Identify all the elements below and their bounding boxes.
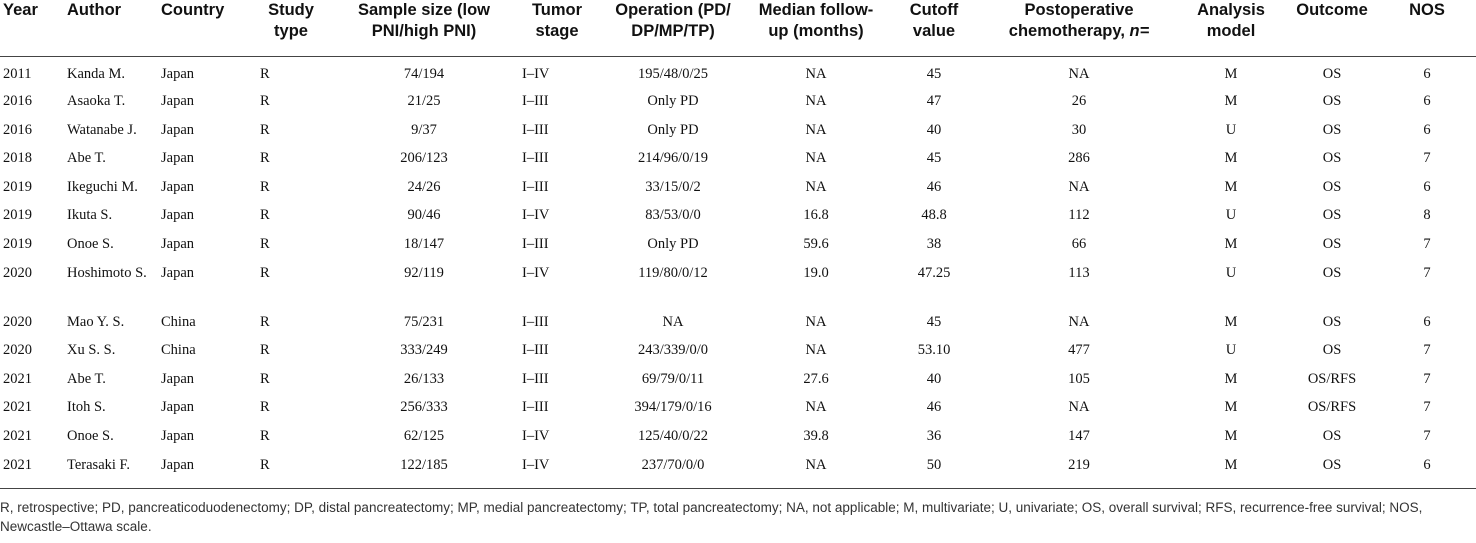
cell-tumor-stage: I–III xyxy=(522,313,549,330)
cell-outcome: OS xyxy=(1322,207,1342,224)
table-row xyxy=(0,118,1476,147)
cell-year: 2016 xyxy=(3,121,32,138)
cell-country: Japan xyxy=(161,427,195,444)
cell-sample-size: 122/185 xyxy=(400,456,448,473)
cell-outcome: OS xyxy=(1322,178,1342,195)
cell-outcome: OS xyxy=(1322,65,1342,82)
cell-year: 2019 xyxy=(3,207,32,224)
cell-analysis-model: M xyxy=(1224,150,1238,167)
cell-country: Japan xyxy=(161,178,195,195)
cell-country: Japan xyxy=(161,370,195,387)
cell-analysis-model: U xyxy=(1225,342,1237,359)
cell-tumor-stage: I–IV xyxy=(522,264,550,281)
cell-tumor-stage: I–III xyxy=(522,93,549,109)
cell-nos: 6 xyxy=(1423,65,1431,82)
cell-outcome: OS/RFS xyxy=(1307,399,1357,416)
cell-analysis-model: U xyxy=(1225,207,1237,224)
cell-author: Mao Y. S. xyxy=(67,313,125,330)
cell-country: Japan xyxy=(161,456,195,473)
cell-country: China xyxy=(161,342,196,359)
cell-nos: 7 xyxy=(1423,150,1431,167)
cell-study-type: R xyxy=(260,342,270,359)
cell-median-follow-up: NA xyxy=(805,178,827,195)
cell-postoperative-chemotherapy: NA xyxy=(1068,178,1090,195)
cell-postoperative-chemotherapy: 112 xyxy=(1068,207,1090,224)
cell-sample-size: 90/46 xyxy=(407,207,441,224)
cell-sample-size: 9/37 xyxy=(411,121,437,138)
cell-sample-size: 206/123 xyxy=(400,150,448,167)
cell-author: Ikuta S. xyxy=(67,207,113,224)
cell-tumor-stage: I–III xyxy=(522,399,549,416)
cell-outcome: OS xyxy=(1322,427,1342,444)
cell-sample-size: 24/26 xyxy=(407,178,441,195)
cell-author: Watanabe J. xyxy=(67,121,137,138)
cell-outcome: OS xyxy=(1322,150,1342,167)
header-year: Year xyxy=(3,1,38,19)
cell-analysis-model: M xyxy=(1224,399,1238,416)
cell-operation: 214/96/0/19 xyxy=(637,150,709,167)
table-row xyxy=(0,56,1476,89)
table-row xyxy=(0,175,1476,204)
table-footnote: R, retrospective; PD, pancreaticoduodenectomy; DP, distal pancreatectomy; MP, medial pancreatectomy; TP, total pancreatectomy; NA, not applicable; M, multivariate; U, univariate; OS, overall survival; RFS, recurrence-free survival; NOS, Newcastle–Ottawa scale. xyxy=(0,500,1423,534)
header-postoperative-chemotherapy xyxy=(982,0,1176,56)
cell-outcome: OS xyxy=(1322,93,1342,109)
cell-author: Asaoka T. xyxy=(67,93,126,109)
cell-tumor-stage: I–IV xyxy=(522,427,550,444)
cell-year: 2011 xyxy=(3,65,32,82)
cell-author: Ikeguchi M. xyxy=(67,178,138,195)
cell-study-type: R xyxy=(260,264,270,281)
cell-median-follow-up: NA xyxy=(805,65,827,82)
cell-outcome: OS xyxy=(1322,121,1342,138)
cell-outcome: OS xyxy=(1322,264,1342,281)
cell-author: Onoe S. xyxy=(67,235,114,252)
cell-analysis-model: M xyxy=(1224,456,1238,473)
cell-operation: 33/15/0/2 xyxy=(645,178,701,195)
cell-median-follow-up: 16.8 xyxy=(803,207,829,224)
cell-cutoff-value: 47 xyxy=(926,93,942,109)
table-row xyxy=(0,261,1476,310)
cell-operation: 195/48/0/25 xyxy=(637,65,709,82)
table-row xyxy=(0,424,1476,453)
table-row xyxy=(0,395,1476,424)
cell-postoperative-chemotherapy: 105 xyxy=(1068,370,1090,387)
cell-median-follow-up: 27.6 xyxy=(803,370,829,387)
header-sample-size: Sample size (low PNI/high PNI) xyxy=(357,1,491,40)
header-outcome: Outcome xyxy=(1296,1,1368,19)
cell-sample-size: 62/125 xyxy=(403,427,445,444)
cell-outcome: OS xyxy=(1322,235,1342,252)
cell-study-type: R xyxy=(260,235,270,252)
cell-sample-size: 333/249 xyxy=(400,342,448,359)
cell-country: Japan xyxy=(161,399,195,416)
cell-country: Japan xyxy=(161,93,195,109)
cell-postoperative-chemotherapy: 286 xyxy=(1068,150,1090,167)
cell-postoperative-chemotherapy: NA xyxy=(1068,65,1090,82)
cell-cutoff-value: 45 xyxy=(926,313,942,330)
cell-analysis-model: M xyxy=(1224,65,1238,82)
cell-country: Japan xyxy=(161,65,195,82)
cell-analysis-model: M xyxy=(1224,313,1238,330)
cell-operation: Only PD xyxy=(647,235,699,252)
cell-study-type: R xyxy=(260,399,270,416)
cell-median-follow-up: NA xyxy=(805,121,827,138)
cell-tumor-stage: I–III xyxy=(522,178,549,195)
header-tumor-stage: Tumor stage xyxy=(531,1,583,40)
cell-sample-size: 74/194 xyxy=(403,65,445,82)
cell-analysis-model: M xyxy=(1224,93,1238,109)
cell-author: Abe T. xyxy=(67,370,106,387)
cell-tumor-stage: I–III xyxy=(522,150,549,167)
cell-outcome: OS/RFS xyxy=(1307,370,1357,387)
cell-year: 2021 xyxy=(3,370,32,387)
cell-sample-size: 18/147 xyxy=(403,235,445,252)
cell-study-type: R xyxy=(260,150,270,167)
cell-country: Japan xyxy=(161,207,195,224)
cell-nos: 6 xyxy=(1423,121,1431,138)
cell-analysis-model: M xyxy=(1224,370,1238,387)
header-analysis-model: Analysis model xyxy=(1197,1,1265,40)
cell-sample-size: 26/133 xyxy=(403,370,445,387)
cell-median-follow-up: NA xyxy=(805,313,827,330)
cell-study-type: R xyxy=(260,207,270,224)
cell-outcome: OS xyxy=(1322,313,1342,330)
cell-country: Japan xyxy=(161,235,195,252)
table-row xyxy=(0,146,1476,175)
cell-cutoff-value: 48.8 xyxy=(921,207,947,224)
cell-postoperative-chemotherapy: 219 xyxy=(1068,456,1090,473)
cell-sample-size: 75/231 xyxy=(403,313,445,330)
cell-analysis-model: U xyxy=(1225,264,1237,281)
cell-year: 2018 xyxy=(3,150,32,167)
cell-sample-size: 256/333 xyxy=(400,399,448,416)
header-operation: Operation (PD/ DP/MP/TP) xyxy=(615,1,731,40)
header-postoperative-chemotherapy-label: Postoperative chemotherapy, n= xyxy=(1008,1,1150,40)
cell-operation: Only PD xyxy=(647,93,699,109)
header-country: Country xyxy=(161,1,225,19)
cell-cutoff-value: 45 xyxy=(926,65,942,82)
cell-tumor-stage: I–III xyxy=(522,370,549,387)
cell-cutoff-value: 46 xyxy=(926,178,942,195)
cell-year: 2021 xyxy=(3,427,32,444)
cell-outcome: OS xyxy=(1322,342,1342,359)
cell-nos: 7 xyxy=(1423,235,1431,252)
cell-median-follow-up: NA xyxy=(805,150,827,167)
header-author: Author xyxy=(67,1,122,19)
cell-study-type: R xyxy=(260,121,270,138)
cell-cutoff-value: 40 xyxy=(926,370,942,387)
cell-operation: 119/80/0/12 xyxy=(638,264,708,281)
cell-tumor-stage: I–III xyxy=(522,235,549,252)
cell-year: 2019 xyxy=(3,178,32,195)
cell-nos: 7 xyxy=(1423,370,1431,387)
table-row xyxy=(0,453,1476,489)
cell-study-type: R xyxy=(260,65,270,82)
cell-cutoff-value: 50 xyxy=(926,456,942,473)
header-cutoff-value: Cutoff value xyxy=(909,1,959,40)
cell-operation: 125/40/0/22 xyxy=(637,427,709,444)
cell-author: Itoh S. xyxy=(67,399,106,416)
cell-operation: 243/339/0/0 xyxy=(637,342,709,359)
cell-study-type: R xyxy=(260,93,270,109)
cell-country: Japan xyxy=(161,121,195,138)
cell-operation: Only PD xyxy=(647,121,699,138)
cell-operation: 69/79/0/11 xyxy=(641,370,705,387)
cell-median-follow-up: NA xyxy=(805,399,827,416)
cell-median-follow-up: 39.8 xyxy=(803,427,829,444)
cell-cutoff-value: 36 xyxy=(926,427,942,444)
cell-tumor-stage: I–IV xyxy=(522,65,550,82)
header-nos: NOS xyxy=(1409,1,1445,19)
cell-analysis-model: U xyxy=(1225,121,1237,138)
cell-nos: 8 xyxy=(1423,207,1431,224)
cell-nos: 7 xyxy=(1423,399,1431,416)
cell-sample-size: 92/119 xyxy=(404,264,444,281)
cell-year: 2020 xyxy=(3,264,32,281)
header-n-symbol: n= xyxy=(1129,22,1150,40)
cell-postoperative-chemotherapy: 66 xyxy=(1071,235,1087,252)
cell-nos: 7 xyxy=(1423,264,1431,281)
cell-year: 2020 xyxy=(3,313,32,330)
table-row xyxy=(0,338,1476,367)
cell-operation: NA xyxy=(662,313,684,330)
cell-author: Xu S. S. xyxy=(67,342,116,359)
cell-year: 2021 xyxy=(3,456,32,473)
table-row xyxy=(0,367,1476,396)
cell-operation: 237/70/0/0 xyxy=(641,456,705,473)
cell-nos: 6 xyxy=(1423,313,1431,330)
cell-study-type: R xyxy=(260,427,270,444)
table-row xyxy=(0,89,1476,118)
header-median-follow-up: Median follow-up (months) xyxy=(758,1,874,40)
cell-author: Kanda M. xyxy=(67,65,125,82)
cell-cutoff-value: 46 xyxy=(926,399,942,416)
cell-cutoff-value: 38 xyxy=(926,235,942,252)
cell-cutoff-value: 53.10 xyxy=(917,342,951,359)
cell-median-follow-up: 19.0 xyxy=(803,264,829,281)
cell-year: 2021 xyxy=(3,399,32,416)
header-row xyxy=(0,0,1476,56)
table-row xyxy=(0,310,1476,339)
cell-tumor-stage: I–IV xyxy=(522,207,550,224)
cell-postoperative-chemotherapy: NA xyxy=(1068,313,1090,330)
cell-median-follow-up: NA xyxy=(805,93,827,109)
cell-postoperative-chemotherapy: NA xyxy=(1068,399,1090,416)
cell-median-follow-up: 59.6 xyxy=(803,235,829,252)
cell-study-type: R xyxy=(260,370,270,387)
cell-year: 2020 xyxy=(3,342,32,359)
cell-study-type: R xyxy=(260,456,270,473)
cell-postoperative-chemotherapy: 26 xyxy=(1071,93,1087,109)
cell-study-type: R xyxy=(260,313,270,330)
cell-country: China xyxy=(161,313,196,330)
table-body xyxy=(0,56,1476,489)
cell-country: Japan xyxy=(161,264,195,281)
cell-year: 2019 xyxy=(3,235,32,252)
cell-author: Terasaki F. xyxy=(67,456,131,473)
cell-tumor-stage: I–III xyxy=(522,121,549,138)
cell-nos: 7 xyxy=(1423,427,1431,444)
cell-analysis-model: M xyxy=(1224,427,1238,444)
cell-sample-size: 21/25 xyxy=(407,93,441,109)
cell-median-follow-up: NA xyxy=(805,456,827,473)
cell-postoperative-chemotherapy: 113 xyxy=(1068,264,1090,281)
cell-operation: 83/53/0/0 xyxy=(645,207,701,224)
cell-nos: 6 xyxy=(1423,178,1431,195)
table-row xyxy=(0,232,1476,261)
cell-country: Japan xyxy=(161,150,195,167)
cell-tumor-stage: I–III xyxy=(522,342,549,359)
cell-author: Abe T. xyxy=(67,150,106,167)
cell-cutoff-value: 47.25 xyxy=(917,264,951,281)
cell-postoperative-chemotherapy: 477 xyxy=(1068,342,1090,359)
cell-author: Onoe S. xyxy=(67,427,114,444)
cell-nos: 7 xyxy=(1423,342,1431,359)
cell-cutoff-value: 45 xyxy=(926,150,942,167)
cell-nos: 6 xyxy=(1423,93,1431,109)
cell-outcome: OS xyxy=(1322,456,1342,473)
cell-postoperative-chemotherapy: 147 xyxy=(1068,427,1090,444)
cell-year: 2016 xyxy=(3,93,32,109)
cell-postoperative-chemotherapy: 30 xyxy=(1071,121,1087,138)
cell-study-type: R xyxy=(260,178,270,195)
cell-median-follow-up: NA xyxy=(805,342,827,359)
cell-author: Hoshimoto S. xyxy=(67,264,147,281)
cell-tumor-stage: I–IV xyxy=(522,456,550,473)
table-row xyxy=(0,203,1476,232)
cell-analysis-model: M xyxy=(1224,178,1238,195)
cell-nos: 6 xyxy=(1423,456,1431,473)
cell-operation: 394/179/0/16 xyxy=(634,399,712,416)
cell-analysis-model: M xyxy=(1224,235,1238,252)
cell-cutoff-value: 40 xyxy=(926,121,942,138)
header-study-type: Study type xyxy=(268,1,314,40)
